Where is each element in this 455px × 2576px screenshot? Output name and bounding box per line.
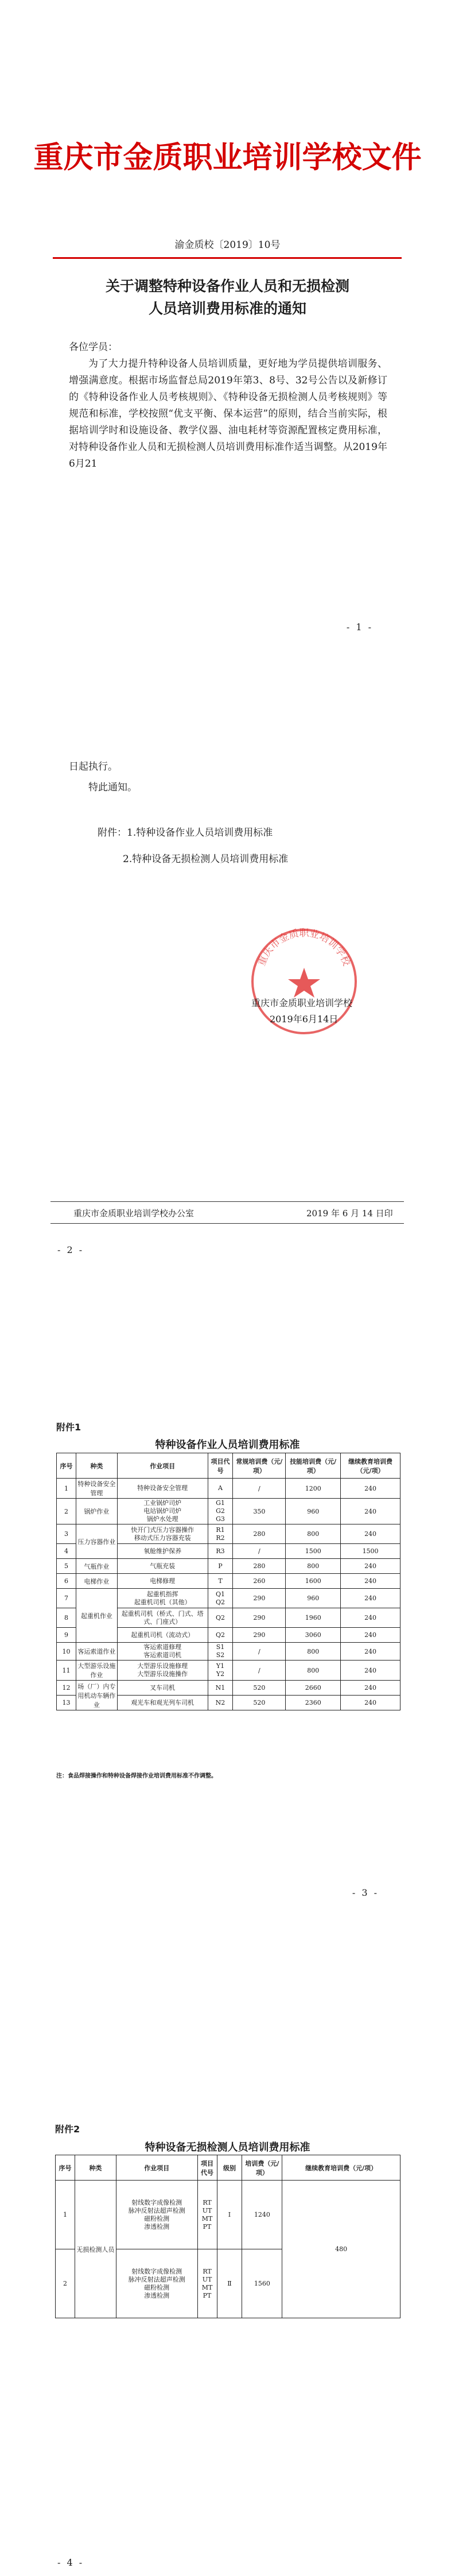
regular-fee-cell: 520 [233, 1696, 286, 1710]
training-fee-cell: 1240 [242, 2181, 282, 2249]
code-cell [208, 1499, 233, 1524]
code-cell-line: UT [202, 2206, 212, 2214]
category-cell: 锅炉作业 [76, 1499, 117, 1524]
page-number-3: - 3 - [352, 1887, 379, 1898]
seal-text: 重庆市金质职业培训学校 [256, 928, 352, 968]
skill-fee-cell: 2660 [286, 1681, 341, 1696]
table-row [57, 1661, 400, 1681]
code-cell-line: Q2 [215, 1613, 225, 1621]
attachment-1-label: 附件1 [56, 1422, 81, 1433]
code-cell [208, 1574, 233, 1589]
work-item-cell-line: 起重机司机（流动式） [131, 1631, 195, 1639]
code-cell-line: T [218, 1577, 223, 1585]
notice-body [69, 356, 387, 472]
work-item-cell-line: 磁粉检测 [144, 2283, 170, 2291]
skill-fee-cell: 800 [286, 1524, 341, 1544]
row-number: 2 [56, 2249, 75, 2318]
category-cell: 压力容器作业 [76, 1524, 117, 1559]
work-item-cell-line: 客运索道修理 [143, 1643, 182, 1651]
code-cell [208, 1661, 233, 1681]
training-fee-cell: 1560 [242, 2249, 282, 2318]
footer-top-rule [50, 1201, 404, 1202]
row-number: 10 [57, 1643, 76, 1661]
code-cell [208, 1681, 233, 1696]
code-cell-line: Y1 [216, 1662, 225, 1670]
work-item-cell-line: 射线数字成像检测 [131, 2267, 182, 2275]
code-cell-line: UT [202, 2275, 212, 2283]
work-item-cell [117, 1589, 208, 1608]
table-header-row [56, 2155, 400, 2181]
code-cell-line: S2 [216, 1651, 225, 1659]
code-cell [208, 1479, 233, 1499]
table-row [57, 1574, 400, 1589]
notice-paragraph: 为了大力提升特种设备人员培训质量，更好地为学员提供培训服务、增强满意度。根据市场监督总局2019年第3、8号、32号公告以及新修订的《特种设备作业人员考核规则》、《特种设备无损检测人员考核规则》等规范和标准，学校按照“优支平衡、保本运营”的原则，结合当前实际，根据培训学时和设施设备、教学仪器、油电耗材等资源配置核定费用标准，对特种设备作业人员和无损检测人员培训费用标准作适当调整。从2019年6月21 [69, 358, 387, 470]
category-cell: 电梯作业 [76, 1574, 117, 1589]
body-continuation: 日起执行。 [69, 761, 118, 773]
ndt-fee-table [55, 2155, 400, 2318]
work-item-cell [117, 1524, 208, 1544]
code-cell-line: PT [203, 2222, 212, 2230]
table-row [56, 2181, 400, 2249]
work-item-cell [117, 1681, 208, 1696]
work-item-cell-line: 客运索道司机 [143, 1651, 182, 1659]
closing-text: 特此通知。 [88, 782, 137, 793]
code-cell-line: S1 [216, 1643, 225, 1651]
continuing-fee-cell: 240 [341, 1643, 400, 1661]
row-number: 4 [57, 1544, 76, 1559]
skill-fee-cell: 800 [286, 1559, 341, 1574]
code-cell [208, 1544, 233, 1559]
code-cell-line: Q2 [215, 1631, 225, 1639]
code-cell-line: G3 [216, 1515, 225, 1523]
col-header: 种类 [76, 1453, 117, 1479]
table-2-title: 特种设备无损检测人员培训费用标准 [145, 2142, 310, 2154]
code-cell [208, 1589, 233, 1608]
col-header: 种类 [75, 2155, 116, 2181]
work-item-cell-line: 大型游乐设施修理 [137, 1662, 188, 1670]
col-header: 技能培训费（元/项） [286, 1453, 341, 1479]
work-item-cell-line: 大型游乐设施操作 [137, 1670, 188, 1678]
code-cell-line: RT [203, 2267, 212, 2275]
work-item-cell-line: 渗透检测 [144, 2222, 170, 2230]
continuing-fee-cell: 480 [282, 2181, 400, 2318]
table-row [57, 1499, 400, 1524]
footer-org: 重庆市金质职业培训学校办公室 [73, 1208, 195, 1219]
row-number: 3 [57, 1524, 76, 1544]
table-row [57, 1589, 400, 1608]
row-number: 13 [57, 1696, 76, 1710]
work-item-cell-line: 起重机指挥 [146, 1590, 178, 1598]
work-item-cell-line: 氧舱维护保养 [143, 1547, 182, 1555]
col-header: 作业项目 [116, 2155, 197, 2181]
continuing-fee-cell: 1500 [341, 1544, 400, 1559]
operator-fee-table [56, 1453, 400, 1710]
col-header: 继续教育培训费（元/项） [341, 1453, 400, 1479]
code-cell-line: P [218, 1562, 223, 1570]
regular-fee-cell: 290 [233, 1608, 286, 1628]
row-number: 9 [57, 1628, 76, 1643]
work-item-cell-line: 脉冲反射法超声检测 [128, 2275, 185, 2283]
table-row [57, 1524, 400, 1544]
col-header: 继续教育培训费（元/项） [282, 2155, 400, 2181]
regular-fee-cell: 350 [233, 1499, 286, 1524]
skill-fee-cell: 1600 [286, 1574, 341, 1589]
col-header: 序号 [56, 2155, 75, 2181]
work-item-cell-line: 锅炉水处理 [146, 1515, 178, 1523]
work-item-cell-line: 脉冲反射法超声检测 [128, 2206, 185, 2214]
red-divider [53, 257, 402, 259]
code-cell-line: R2 [216, 1534, 225, 1542]
work-item-cell-line: 起重机司机（其他） [134, 1598, 191, 1606]
skill-fee-cell: 800 [286, 1661, 341, 1681]
row-number: 7 [57, 1589, 76, 1608]
work-item-cell [117, 1696, 208, 1710]
footer-print-date: 2019 年 6 月 14 日印 [306, 1208, 393, 1219]
row-number: 8 [57, 1608, 76, 1628]
skill-fee-cell: 960 [286, 1499, 341, 1524]
code-cell [208, 1608, 233, 1628]
regular-fee-cell: 280 [233, 1524, 286, 1544]
attachment-1: 1.特种设备作业人员培训费用标准 [127, 827, 273, 839]
row-number: 12 [57, 1681, 76, 1696]
table-row [57, 1681, 400, 1696]
regular-fee-cell: 260 [233, 1574, 286, 1589]
continuing-fee-cell: 240 [341, 1559, 400, 1574]
work-item-cell [117, 1608, 208, 1628]
page-number-4: - 4 - [57, 2557, 84, 2568]
level-cell: Ⅱ [217, 2249, 242, 2318]
table-1-title: 特种设备作业人员培训费用标准 [155, 1439, 300, 1451]
work-item-cell [117, 1559, 208, 1574]
col-header: 常规培训费（元/项） [233, 1453, 286, 1479]
code-cell-line: Q2 [215, 1598, 225, 1606]
svg-text:重庆市金质职业培训学校 [256, 928, 352, 968]
code-cell-line: PT [203, 2291, 212, 2299]
footer-bottom-rule [50, 1223, 404, 1224]
category-cell: 无损检测人员 [75, 2181, 116, 2318]
code-cell-line: RT [203, 2198, 212, 2206]
continuing-fee-cell: 240 [341, 1524, 400, 1544]
table-row [57, 1643, 400, 1661]
table-body [57, 1479, 400, 1710]
table-body [56, 2181, 400, 2318]
work-item-cell-line: 电站锅炉司炉 [143, 1507, 182, 1515]
work-item-cell [117, 1643, 208, 1661]
work-item-cell [117, 1574, 208, 1589]
code-cell-line: MT [201, 2214, 213, 2222]
continuing-fee-cell: 240 [341, 1681, 400, 1696]
work-item-cell [117, 1544, 208, 1559]
continuing-fee-cell: 240 [341, 1628, 400, 1643]
skill-fee-cell: 1200 [286, 1479, 341, 1499]
level-cell: Ⅰ [217, 2181, 242, 2249]
code-cell-line: R1 [216, 1526, 225, 1534]
attachments-label [98, 822, 273, 844]
regular-fee-cell: / [233, 1661, 286, 1681]
category-cell: 客运索道作业 [76, 1643, 117, 1661]
work-item-cell-line: 快开门式压力容器操作 [131, 1526, 195, 1534]
work-item-cell-line: 工业锅炉司炉 [143, 1499, 182, 1507]
table-row [57, 1559, 400, 1574]
work-item-cell-line: 气瓶充装 [150, 1562, 176, 1570]
work-item-cell-line: 电梯修理 [150, 1577, 176, 1585]
col-header: 项目代号 [197, 2155, 217, 2181]
skill-fee-cell: 3060 [286, 1628, 341, 1643]
row-number: 5 [57, 1559, 76, 1574]
page-number-2: - 2 - [57, 1244, 84, 1255]
category-cell: 起重机作业 [76, 1589, 117, 1643]
regular-fee-cell: / [233, 1544, 286, 1559]
skill-fee-cell: 800 [286, 1643, 341, 1661]
work-item-cell [117, 1661, 208, 1681]
code-cell-line: N2 [215, 1698, 225, 1706]
work-item-cell-line: 射线数字成像检测 [131, 2198, 182, 2206]
continuing-fee-cell: 240 [341, 1608, 400, 1628]
notice-title [0, 275, 455, 320]
work-item-cell-line: 渗透检测 [144, 2291, 170, 2299]
table-row [57, 1479, 400, 1499]
code-cell [208, 1628, 233, 1643]
col-header: 作业项目 [117, 1453, 208, 1479]
row-number: 1 [56, 2181, 75, 2249]
regular-fee-cell: 290 [233, 1628, 286, 1643]
notice-title-line-2: 人员培训费用标准的通知 [148, 300, 306, 317]
skill-fee-cell: 1960 [286, 1608, 341, 1628]
work-item-cell-line: 叉车司机 [150, 1683, 176, 1692]
row-number: 2 [57, 1499, 76, 1524]
work-item-cell [117, 1499, 208, 1524]
table-header-row [57, 1453, 400, 1479]
code-cell-line: R3 [216, 1547, 225, 1555]
work-item-cell [117, 1628, 208, 1643]
sign-date: 2019年6月14日 [270, 1014, 339, 1025]
code-cell [197, 2249, 217, 2318]
work-item-cell-line: 移动式压力容器充装 [134, 1534, 191, 1542]
code-cell-line: A [218, 1484, 223, 1492]
category-cell: 场（厂）内专用机动车辆作业 [76, 1681, 117, 1710]
signer-org: 重庆市金质职业培训学校 [251, 998, 353, 1008]
work-item-cell-line: 起重机司机（桥式、门式、塔式、门座式） [121, 1609, 204, 1625]
attachment-2-label: 附件2 [55, 2124, 80, 2135]
continuing-fee-cell: 240 [341, 1574, 400, 1589]
code-cell-line: Y2 [216, 1670, 225, 1678]
document-header-title: 重庆市金质职业培训学校文件 [33, 141, 422, 175]
work-item-cell [116, 2181, 197, 2249]
work-item-cell [117, 1479, 208, 1499]
continuing-fee-cell: 240 [341, 1589, 400, 1608]
code-cell [208, 1696, 233, 1710]
continuing-fee-cell: 240 [341, 1661, 400, 1681]
regular-fee-cell: / [233, 1479, 286, 1499]
table-note: 注：食品焊接操作和特种设备焊接作业培训费用标准不作调整。 [56, 1773, 217, 1779]
col-header: 项目代号 [208, 1453, 233, 1479]
row-number: 1 [57, 1479, 76, 1499]
page-number-1: - 1 - [346, 622, 373, 633]
code-cell [208, 1524, 233, 1544]
work-item-cell [116, 2249, 197, 2318]
continuing-fee-cell: 240 [341, 1479, 400, 1499]
category-cell: 大型游乐设施作业 [76, 1661, 117, 1681]
regular-fee-cell: / [233, 1643, 286, 1661]
code-cell [208, 1559, 233, 1574]
code-cell [197, 2181, 217, 2249]
category-cell: 气瓶作业 [76, 1559, 117, 1574]
code-cell-line: N1 [215, 1683, 225, 1692]
regular-fee-cell: 520 [233, 1681, 286, 1696]
notice-title-line-1: 关于调整特种设备作业人员和无损检测 [105, 278, 349, 294]
code-cell-line: G1 [216, 1499, 225, 1507]
regular-fee-cell: 290 [233, 1589, 286, 1608]
document-number: 渝金质校〔2019〕10号 [174, 239, 281, 251]
col-header: 级别 [217, 2155, 242, 2181]
code-cell-line: Q1 [215, 1590, 225, 1598]
work-item-cell-line: 特种设备安全管理 [137, 1484, 188, 1492]
salutation: 各位学员： [69, 342, 118, 353]
continuing-fee-cell: 240 [341, 1499, 400, 1524]
code-cell-line: MT [201, 2283, 213, 2291]
skill-fee-cell: 960 [286, 1589, 341, 1608]
row-number: 6 [57, 1574, 76, 1589]
work-item-cell-line: 磁粉检测 [144, 2214, 170, 2222]
continuing-fee-cell: 240 [341, 1696, 400, 1710]
code-cell [208, 1643, 233, 1661]
code-cell-line: G2 [216, 1507, 225, 1515]
category-cell: 特种设备安全管理 [76, 1479, 117, 1499]
row-number: 11 [57, 1661, 76, 1681]
skill-fee-cell: 2360 [286, 1696, 341, 1710]
col-header: 培训费（元/项） [242, 2155, 282, 2181]
skill-fee-cell: 1500 [286, 1544, 341, 1559]
regular-fee-cell: 280 [233, 1559, 286, 1574]
attachments-label-text: 附件： [98, 827, 127, 839]
attachment-2: 2.特种设备无损检测人员培训费用标准 [123, 854, 289, 865]
col-header: 序号 [57, 1453, 76, 1479]
work-item-cell-line: 观光车和观光列车司机 [131, 1698, 195, 1706]
